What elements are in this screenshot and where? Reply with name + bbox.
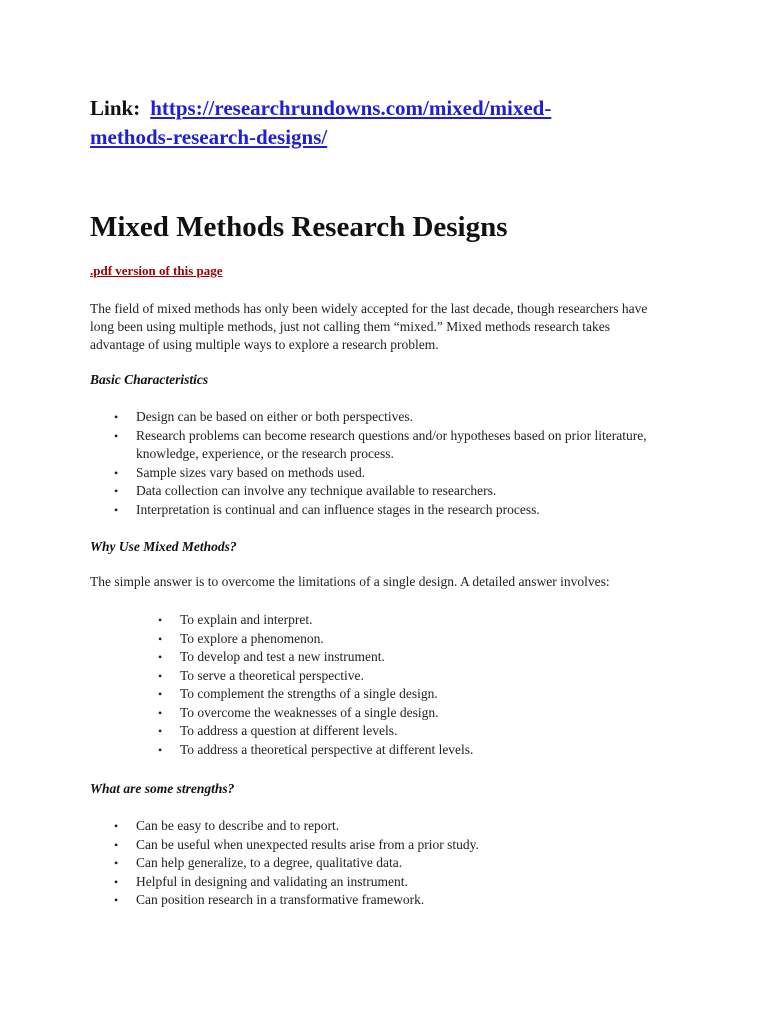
list-item bbox=[158, 741, 658, 760]
bullet-icon: • bbox=[114, 465, 119, 480]
list-item-text: Data collection can involve any technique available to researchers. bbox=[136, 483, 497, 498]
pdf-version-link[interactable]: .pdf version of this page bbox=[90, 263, 223, 278]
list-item-text: Can help generalize, to a degree, qualitative data. bbox=[136, 855, 403, 870]
simple-answer-paragraph: The simple answer is to overcome the limitations of a single design. A detailed answer involves: bbox=[90, 574, 610, 589]
list-item-text: Interpretation is continual and can influence stages in the research process. bbox=[136, 501, 540, 517]
list-item-text: Can be easy to describe and to report. bbox=[136, 818, 340, 833]
bullet-icon: • bbox=[158, 613, 163, 627]
list-item bbox=[114, 464, 654, 483]
list-item-text: Research problems can become research questions and/or hypotheses based on prior literature, knowledge, experience, or the research process. bbox=[136, 427, 647, 461]
list-item bbox=[158, 667, 658, 686]
bullet-icon: • bbox=[158, 724, 163, 738]
list-item-text: Can position research in a transformative framework. bbox=[136, 892, 425, 907]
list-item-text: To explain and interpret. bbox=[180, 612, 313, 627]
bullet-icon: • bbox=[158, 705, 163, 720]
list-item bbox=[158, 611, 658, 630]
list-item-text: Can be useful when unexpected results arise from a prior study. bbox=[136, 836, 479, 852]
list-item-text: Design can be based on either or both perspectives. bbox=[136, 409, 414, 424]
list-item bbox=[158, 648, 658, 667]
list-item bbox=[158, 704, 658, 723]
bullet-icon: • bbox=[114, 410, 119, 424]
list-item bbox=[114, 836, 654, 855]
list-item bbox=[114, 817, 654, 836]
list-item bbox=[114, 408, 654, 427]
strengths-list bbox=[114, 817, 654, 910]
list-item-text: To overcome the weaknesses of a single design. bbox=[180, 704, 439, 720]
source-link-line bbox=[90, 94, 650, 152]
bullet-icon: • bbox=[158, 742, 163, 757]
source-url-link[interactable] bbox=[90, 96, 551, 149]
list-item-text: To explore a phenomenon. bbox=[180, 630, 324, 646]
intro-paragraph: The field of mixed methods has only been widely accepted for the last decade, though researchers have long been using multiple methods, just not calling them “mixed.” Mixed methods research takes advantage of using multiple ways to explore a research problem. bbox=[90, 301, 648, 352]
strengths-heading: What are some strengths? bbox=[90, 781, 235, 796]
list-item-text: Sample sizes vary based on methods used. bbox=[136, 464, 366, 480]
why-use-list bbox=[158, 611, 658, 759]
list-item-text: To develop and test a new instrument. bbox=[180, 649, 385, 664]
list-item bbox=[114, 891, 654, 910]
list-item-text: To address a question at different levels. bbox=[180, 723, 398, 738]
bullet-icon: • bbox=[158, 668, 163, 683]
list-item bbox=[114, 501, 654, 520]
list-item-text: To serve a theoretical perspective. bbox=[180, 667, 364, 683]
bullet-icon: • bbox=[114, 484, 119, 498]
bullet-icon: • bbox=[114, 856, 119, 870]
list-item-text: To complement the strengths of a single design. bbox=[180, 686, 438, 701]
why-use-heading: Why Use Mixed Methods? bbox=[90, 539, 237, 554]
list-item bbox=[158, 722, 658, 741]
basic-characteristics-heading: Basic Characteristics bbox=[90, 372, 209, 387]
list-item bbox=[114, 873, 654, 892]
bullet-icon: • bbox=[158, 687, 163, 701]
bullet-icon: • bbox=[114, 893, 119, 907]
list-item-text: To address a theoretical perspective at different levels. bbox=[180, 741, 474, 757]
list-item bbox=[114, 482, 654, 501]
source-url-line1[interactable]: https://researchrundowns.com/mixed/mixed- bbox=[150, 96, 552, 120]
bullet-icon: • bbox=[114, 819, 119, 833]
basic-characteristics-list bbox=[114, 408, 654, 519]
list-item bbox=[158, 630, 658, 649]
bullet-icon: • bbox=[158, 631, 163, 646]
page-title: Mixed Methods Research Designs bbox=[90, 211, 508, 243]
bullet-icon: • bbox=[114, 874, 119, 889]
link-label: Link: bbox=[90, 96, 141, 120]
list-item-text: Helpful in designing and validating an instrument. bbox=[136, 873, 408, 889]
list-item bbox=[114, 854, 654, 873]
bullet-icon: • bbox=[114, 502, 119, 517]
bullet-icon: • bbox=[114, 837, 119, 852]
bullet-icon: • bbox=[158, 650, 163, 664]
source-url-line2[interactable]: methods-research-designs/ bbox=[90, 125, 328, 149]
list-item bbox=[114, 427, 654, 464]
list-item bbox=[158, 685, 658, 704]
bullet-icon: • bbox=[114, 428, 119, 443]
